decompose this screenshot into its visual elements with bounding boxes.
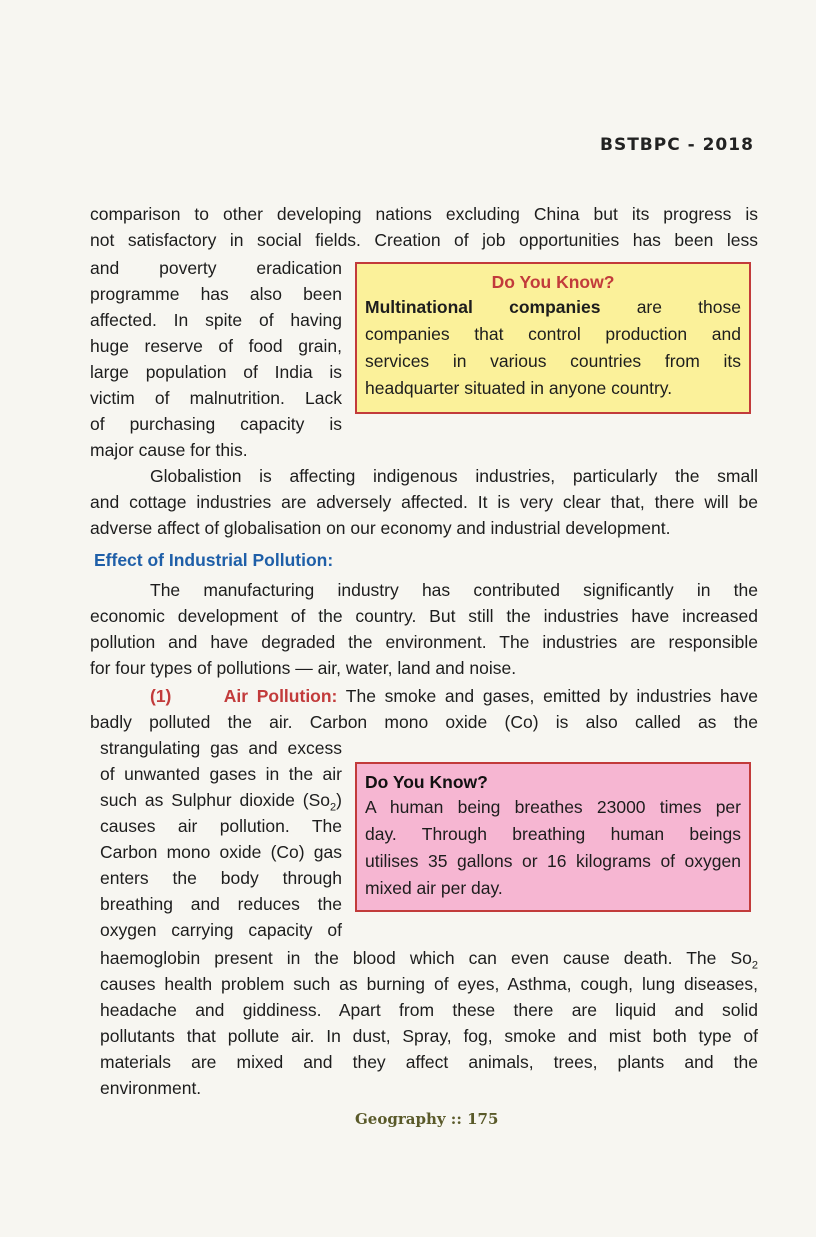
text-line: not satisfactory in social fields. Creation of job opportunities has been less — [90, 230, 758, 250]
header-code: BSTBPC - 2018 — [600, 135, 754, 155]
page-footer: Geography :: 175 — [355, 1110, 499, 1128]
text-segment: such as Sulphur dioxide (So — [100, 790, 331, 810]
text-line: Carbon mono oxide (Co) gas — [100, 842, 342, 862]
text-line: economic development of the country. But still the industries have increased — [90, 606, 758, 626]
air-pollution-label: Air Pollution: — [223, 686, 338, 706]
text-line: Globalistion is affecting indigenous industries, particularly the small — [150, 466, 758, 486]
text-line: for four types of pollutions — air, water, land and noise. — [90, 658, 517, 678]
text-line: of purchasing capacity is — [90, 414, 342, 434]
text-line: programme has also been — [90, 284, 342, 304]
text-line: strangulating gas and excess — [100, 738, 342, 758]
text-line: major cause for this. — [90, 440, 248, 460]
box-line: services in various countries from its — [365, 351, 741, 371]
box-line: companies that control production and — [365, 324, 741, 344]
box-line: utilises 35 gallons or 16 kilograms of oxygen — [365, 851, 741, 871]
item-number: (1) — [150, 686, 172, 706]
box-line: headquarter situated in anyone country. — [365, 378, 673, 398]
air-pollution-line — [150, 683, 758, 709]
text-line: pollution and have degraded the environment. The industries are responsible — [90, 632, 758, 652]
text-line: enters the body through — [100, 868, 342, 888]
text-line: causes health problem such as burning of eyes, Asthma, cough, lung diseases, — [100, 974, 758, 994]
text-line: large population of India is — [90, 362, 342, 382]
text-line: environment. — [100, 1078, 202, 1098]
box-title: Do You Know? — [491, 272, 615, 292]
text-line: oxygen carrying capacity of — [100, 920, 342, 940]
text-segment: haemoglobin present in the blood which can even cause death. The So — [100, 948, 752, 968]
box-title: Do You Know? — [365, 772, 488, 792]
box-line: mixed air per day. — [365, 878, 503, 898]
text-line: comparison to other developing nations excluding China but its progress is — [90, 204, 758, 224]
box-bold-term: Multinational companies — [365, 297, 601, 317]
box-line: day. Through breathing human beings — [365, 824, 741, 844]
subscript: 2 — [330, 801, 337, 814]
text-segment: ) — [336, 790, 342, 810]
text-line: affected. In spite of having — [90, 310, 342, 330]
text-line: The manufacturing industry has contributed significantly in the — [150, 580, 758, 600]
text-line: pollutants that pollute air. In dust, Spray, fog, smoke and mist both type of — [100, 1026, 758, 1046]
section-heading: Effect of Industrial Pollution: — [94, 550, 334, 570]
text-line: breathing and reduces the — [100, 894, 342, 914]
text-line: The smoke and gases, emitted by industries have — [337, 686, 758, 706]
text-line: huge reserve of food grain, — [90, 336, 342, 356]
box-line-text: are those — [600, 297, 741, 317]
text-line: causes air pollution. The — [100, 816, 342, 836]
box-line: A human being breathes 23000 times per — [365, 797, 741, 817]
text-line: and cottage industries are adversely affected. It is very clear that, there will be — [90, 492, 758, 512]
text-line: and poverty eradication — [90, 258, 342, 278]
did-you-know-box-multinational — [355, 262, 751, 414]
did-you-know-box-breathing — [355, 762, 751, 912]
text-line: badly polluted the air. Carbon mono oxide (Co) is also called as the — [90, 712, 758, 732]
text-line: headache and giddiness. Apart from these there are liquid and solid — [100, 1000, 758, 1020]
box-line — [365, 294, 741, 321]
text-line: victim of malnutrition. Lack — [90, 388, 342, 408]
subscript: 2 — [751, 959, 758, 972]
text-line: of unwanted gases in the air — [100, 764, 342, 784]
text-line: materials are mixed and they affect animals, trees, plants and the — [100, 1052, 758, 1072]
text-line: adverse affect of globalisation on our economy and industrial development. — [90, 518, 671, 538]
